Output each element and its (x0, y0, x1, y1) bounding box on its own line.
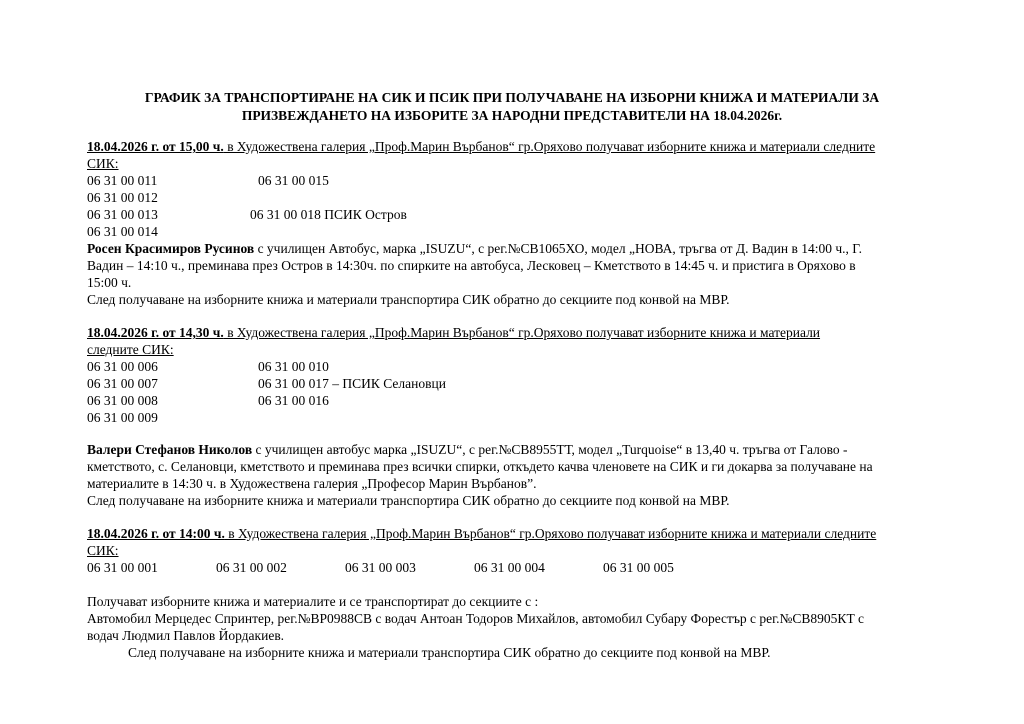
s2-sik: 06 31 00 006 (87, 359, 158, 374)
s2-time: 18.04.2026 г. от 14,30 ч. (87, 325, 224, 340)
s3-intro-rest: в Художествена галерия „Проф.Марин Върбанов“ гр.Оряхово получават изборните книжа и материали следните (224, 526, 877, 541)
s3-sik: 06 31 00 002 (216, 560, 287, 575)
s2-sik: 06 31 00 016 (258, 393, 329, 408)
s1-after: След получаване на изборните книжа и материали транспортира СИК обратно до секциите под конвой на МВР. (87, 292, 730, 307)
s3-time: 18.04.2026 г. от 14:00 ч. (87, 526, 225, 541)
s2-p1: с училищен автобус марка „ISUZU“, с рег.№СВ8955ТТ, модел „Turquoise“ в 13,40 ч. тръгва от Галово - (252, 442, 848, 457)
s3-after: След получаване на изборните книжа и материали транспортира СИК обратно до секциите под конвой на МВР. (128, 645, 771, 660)
s1-transport-line2: Вадин – 14:10 ч., преминава през Остров в 14:30ч. по спирките на автобуса, Лесковец – Кметството в 14:45 ч. и пристига в Оряхово в (87, 258, 856, 273)
s2-transport-line2: кметството, с. Селановци, кметството и преминава през всички спирки, откъдето качва членовете на СИК и ги докарва за получаване на (87, 459, 873, 474)
s2-intro-rest: в Художествена галерия „Проф.Марин Върбанов“ гр.Оряхово получават изборните книжа и материали (223, 325, 821, 340)
s3-sik: 06 31 00 004 (474, 560, 545, 575)
s2-transport-line3: материалите в 14:30 ч. в Художествена галерия „Професор Марин Върбанов”. (87, 476, 537, 491)
s2-transport-line1 (87, 441, 848, 458)
s2-sik: 06 31 00 007 (87, 376, 158, 391)
s1-intro-line1 (87, 138, 875, 155)
s3-transport-line1: Получават изборните книжа и материалите и се транспортират до секциите с : (87, 594, 539, 609)
s1-sik: 06 31 00 014 (87, 224, 158, 239)
s2-intro-line1 (87, 324, 820, 341)
s1-time: 18.04.2026 г. от 15,00 ч. (87, 139, 224, 154)
s1-driver: Росен Красимиров Русинов (87, 241, 255, 256)
s2-sik: 06 31 00 009 (87, 410, 158, 425)
document-title (60, 89, 964, 125)
s1-p1: с училищен Автобус, марка „ISUZU“, с рег.№СВ1065ХО, модел „НОВА, тръгва от Д. Вадин в 14:00 ч., Г. (254, 241, 862, 256)
title-line-1: ГРАФИК ЗА ТРАНСПОРТИРАНЕ НА СИК И ПСИК ПРИ ПОЛУЧАВАНЕ НА ИЗБОРНИ КНИЖА И МАТЕРИАЛИ ЗА (144, 90, 880, 105)
s1-intro-line2: СИК: (87, 156, 119, 171)
s1-sik: 06 31 00 012 (87, 190, 158, 205)
s2-intro-line2: следните СИК: (87, 342, 174, 357)
s3-transport-line3: водач Людмил Павлов Йордакиев. (87, 628, 285, 643)
s2-psik: 06 31 00 017 – ПСИК Селановци (258, 376, 446, 391)
s3-sik: 06 31 00 001 (87, 560, 158, 575)
s3-intro-line1 (87, 525, 876, 542)
s2-sik: 06 31 00 010 (258, 359, 329, 374)
s3-sik: 06 31 00 005 (603, 560, 674, 575)
s3-transport-line2: Автомобил Мерцедес Спринтер, рег.№ВР0988СВ с водач Антоан Тодоров Михайлов, автомобил Субару Форестър с рег.№СВ8905КТ с (87, 611, 865, 626)
s2-sik: 06 31 00 008 (87, 393, 158, 408)
s1-transport-line3: 15:00 ч. (87, 275, 132, 290)
s2-after: След получаване на изборните книжа и материали транспортира СИК обратно до секциите под конвой на МВР. (87, 493, 730, 508)
s3-sik: 06 31 00 003 (345, 560, 416, 575)
s1-sik: 06 31 00 013 (87, 207, 158, 222)
s1-psik: 06 31 00 018 ПСИК Остров (250, 207, 407, 222)
s1-transport-line1 (87, 240, 862, 257)
title-line-2: ПРИЗВЕЖДАНЕТО НА ИЗБОРИТЕ ЗА НАРОДНИ ПРЕДСТАВИТЕЛИ НА 18.04.2026г. (241, 108, 783, 123)
s2-driver: Валери Стефанов Николов (87, 442, 253, 457)
s1-sik: 06 31 00 015 (258, 173, 329, 188)
s3-intro-line2: СИК: (87, 543, 119, 558)
s1-sik: 06 31 00 011 (87, 173, 158, 188)
s1-intro-rest: в Художествена галерия „Проф.Марин Върбанов“ гр.Оряхово получават изборните книжа и материали следните (223, 139, 876, 154)
